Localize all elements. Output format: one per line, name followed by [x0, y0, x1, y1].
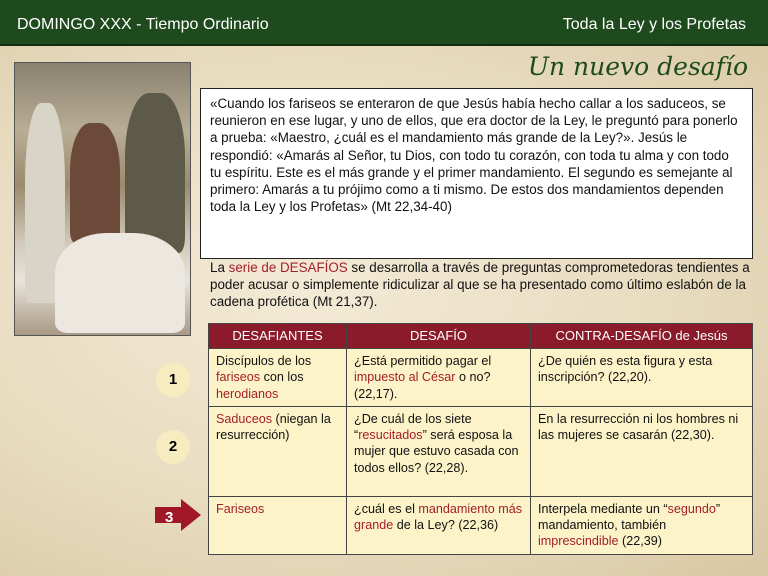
desafio-cell: [347, 349, 531, 407]
contra-desafio-cell: [531, 496, 753, 554]
text-segment: de la Ley? (22,36): [393, 518, 499, 533]
text-segment: ” será esposa la mujer que estuvo casada con todos ellos? (22,28).: [354, 428, 519, 475]
text-segment: Discípulos de los: [216, 354, 312, 368]
desafio-cell: [347, 496, 531, 554]
slide-title: Un nuevo desafío: [527, 52, 748, 81]
highlighted-text: Fariseos: [216, 501, 265, 516]
highlighted-text: impuesto al César: [354, 370, 456, 385]
theme-title: Toda la Ley y los Profetas: [562, 16, 746, 33]
highlighted-text: segundo: [667, 501, 716, 516]
text-segment: La: [210, 260, 229, 275]
text-segment: ¿Está permitido pagar el: [354, 354, 492, 368]
gospel-quote: «Cuando los fariseos se enteraron de que Jesús había hecho callar a los saduceos, se reunieron en ese lugar, y uno de ellos, que era doctor de la Ley, le preguntó para ponerlo a prueba: «Maestro, ¿cuál es el mandamiento más grande de la Ley?». Jesús le respondió: «Amarás al Señor, tu Dios, con todo tu corazón, con toda tu alma y con todo tu espíritu. Este es el más grande y el primer mandamiento. El segundo es semejante al primero: Amarás a tu prójimo como a ti mismo. De estos dos mandamientos dependen toda la Ley y los Profetas» (Mt 22,34-40): [200, 88, 753, 259]
contra-desafio-cell: [531, 349, 753, 407]
col-header-desafio: DESAFÍO: [347, 324, 531, 349]
text-segment: se desarrolla a través de preguntas comprometedoras tendientes a poder acusar o simplemente ridiculizar al que se ha presentado como último eslabón de la cadena profética (Mt 21,37).: [210, 260, 750, 310]
text-segment: o no? (22,17).: [354, 370, 491, 401]
table-row: [209, 349, 753, 407]
text-segment: con los: [260, 370, 304, 385]
desafiantes-cell: [209, 349, 347, 407]
text-segment: Interpela mediante un “: [538, 501, 668, 516]
step-number-3: 3: [165, 509, 174, 526]
desafio-cell: [347, 406, 531, 496]
highlighted-text: herodianos: [216, 386, 279, 401]
title-bar: [0, 0, 768, 46]
arrow-icon: [155, 499, 201, 531]
highlighted-text: imprescindible: [538, 534, 619, 549]
text-segment: (22,39): [618, 534, 662, 549]
highlighted-text: resucitados: [358, 428, 423, 443]
liturgical-day: DOMINGO XXX - Tiempo Ordinario: [17, 16, 269, 33]
table-row: [209, 496, 753, 554]
highlighted-text: serie de DESAFÍOS: [228, 260, 348, 275]
challenges-table: [208, 323, 753, 555]
painting-image: [14, 62, 191, 336]
text-segment: ¿De cuál de los siete “: [354, 411, 472, 443]
text-segment: ” mandamiento, también: [538, 501, 721, 533]
desafiantes-cell: [209, 496, 347, 554]
text-segment: ¿De quién es esta figura y esta inscripción? (22,20).: [538, 354, 713, 385]
highlighted-text: fariseos: [216, 370, 261, 385]
desafiantes-cell: [209, 406, 347, 496]
highlighted-text: Saduceos: [216, 411, 273, 426]
highlighted-text: mandamiento más grande: [354, 501, 523, 533]
step-number-2: 2: [156, 430, 190, 464]
intro-paragraph: [210, 259, 755, 311]
col-header-contra-desafio: CONTRA-DESAFÍO de Jesús: [531, 324, 753, 349]
step-number-1: 1: [156, 363, 190, 397]
text-segment: ¿cuál es el: [354, 501, 419, 516]
text-segment: En la resurrección ni los hombres ni las mujeres se casarán (22,30).: [538, 411, 739, 443]
col-header-desafiantes: DESAFIANTES: [209, 324, 347, 349]
table-row: [209, 406, 753, 496]
text-segment: (niegan la resurrección): [216, 411, 331, 443]
contra-desafio-cell: [531, 406, 753, 496]
